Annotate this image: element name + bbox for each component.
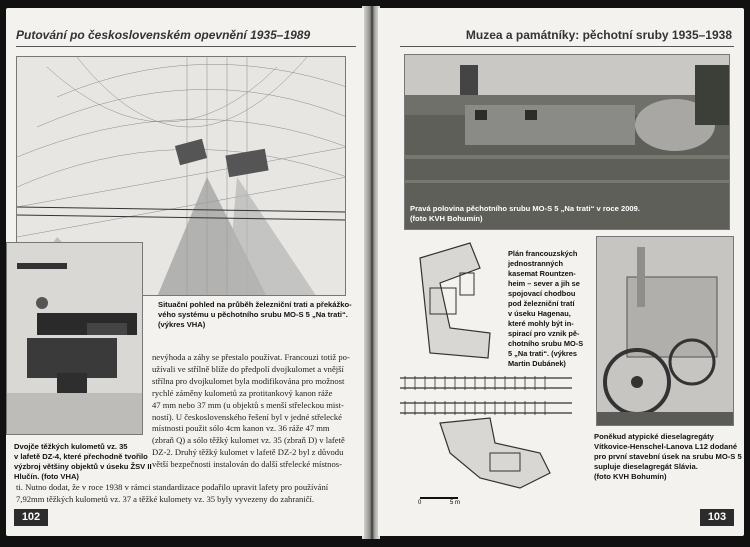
body-line: (zbraň Q) a sólo těžký kulomet vz. 35 (zbraň D) v lafetě (152, 435, 345, 446)
body-line: rychlé záměny kulometů za protitankový kanon ráže (152, 387, 333, 398)
plan-caption (508, 249, 583, 369)
caption-line: heim – sever a jih se (508, 279, 580, 288)
caption-line: supluje dieselagregát Slávia. (594, 462, 698, 471)
body-line: nevýhoda a záhy se přestalo používat. Francouzi totiž po- (152, 352, 350, 362)
caption-line: jednostranných (508, 259, 564, 268)
caption-line: chotního srubu MO-S (508, 339, 584, 348)
engine-photo-icon (597, 237, 734, 426)
caption-line: v úseku Hagenau, (508, 309, 571, 318)
machine-gun-photo-icon (7, 243, 143, 435)
caption-line: které mohly být in- (508, 319, 574, 328)
body-line: 47 mm nebo 37 mm (u objektů s menší střeleckou mist- (152, 399, 344, 410)
engine-photo (596, 236, 734, 426)
caption-line: kasemat Rountzen- (508, 269, 576, 278)
machine-gun-photo (6, 242, 143, 435)
caption-line: Plán francouzských (508, 249, 578, 258)
figure-machinegun-caption (14, 442, 152, 482)
caption-line: pod železniční tratí (508, 299, 575, 308)
header-rule-right (400, 46, 734, 47)
caption-line: Dvojče těžkých kulometů vz. 35 (14, 442, 128, 451)
body-text-column (152, 352, 350, 471)
page-number-left: 102 (14, 509, 48, 526)
page-number-right: 103 (700, 509, 734, 526)
right-page (378, 8, 744, 536)
caption-line: Poněkud atypické dieselagregáty (594, 432, 714, 441)
caption-line: Pravá polovina pěchotního srubu MO-S 5 „Na trati“ v roce 2009. (410, 204, 640, 213)
caption-line: Vítkovice-Henschel-Lanova L12 dodané (594, 442, 738, 451)
left-page (6, 8, 364, 536)
caption-line: Hlučín. (foto VHA) (14, 472, 79, 481)
engine-caption (594, 432, 742, 482)
caption-line: Situační pohled na průběh železniční trati a překážko- (158, 300, 352, 309)
plan-scale-zero: 0 (418, 500, 422, 506)
caption-line: vého systému u pěchotního srubu MO-S 5 „Na trati“. (158, 310, 348, 319)
body-line: větší bezpečnosti instalován do další střelecké místnos- (152, 459, 342, 470)
body-line: ností). U československého řešení byl v jedné střelecké (152, 411, 342, 422)
caption-line: 5 „Na trati“. (výkres (508, 349, 578, 358)
photo-top-caption (410, 204, 640, 224)
header-rule-left (16, 46, 356, 47)
caption-line: Martin Dubánek) (508, 359, 566, 368)
figure-top-caption (158, 300, 352, 330)
body-line: 7,92mm těžkých kulometů vz. 37 a těžké kulomety vz. 35 byly vyvezeny do zahraničí. (16, 493, 315, 504)
body-line: ti. Nutno dodat, že v roce 1938 v rámci standardizace podařilo upravit lafety pro používání (16, 482, 329, 492)
caption-line: (výkres VHA) (158, 320, 206, 329)
body-line: DZ-2. Druhý těžký kulomet v lafetě DZ-2 byl z důvodu (152, 447, 344, 458)
caption-line: v lafetě DZ-4, které přechodně tvořilo (14, 452, 148, 461)
running-head-right: Muzea a památníky: pěchotní sruby 1935–1938 (465, 28, 732, 42)
caption-line: pro první stavební úsek na srubu MO-S 5 (594, 452, 742, 461)
caption-line: výzbroj většiny objektů v úseku ŽSV II (14, 462, 152, 471)
body-line: střílna pro dvojkulomet byla modifikována pro možnost (152, 375, 345, 386)
caption-line: spirací pro vznik pě- (508, 329, 580, 338)
plan-scale-end: 5 m (450, 500, 461, 506)
body-line: místnosti použit sólo 4cm kanon vz. 36 ráže 47 mm (152, 423, 330, 434)
running-head-left: Putování po československém opevnění 1935–1989 (16, 28, 311, 42)
caption-line: spojovací chodbou (508, 289, 576, 298)
body-line: užívali ve střílně blíže do předpolí dvojkulomet a vnější (152, 363, 344, 374)
caption-line: (foto KVH Bohumín) (594, 472, 667, 481)
caption-line: (foto KVH Bohumín) (410, 214, 483, 223)
body-text-full (16, 482, 328, 506)
